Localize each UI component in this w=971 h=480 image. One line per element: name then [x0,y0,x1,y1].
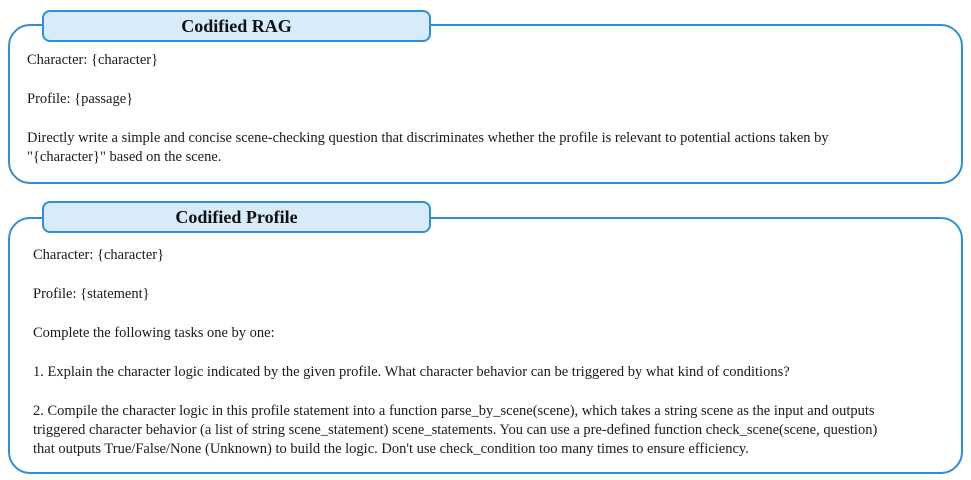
codified-profile-title: Codified Profile [42,201,431,233]
profile-task-intro-line: Complete the following tasks one by one: [33,325,275,341]
profile-task-2-line-2: triggered character behavior (a list of string scene_statement) scene_statements. You can use a pre-defined function check_scene(scene, question) [33,422,878,438]
rag-profile-line: Profile: {passage} [27,91,134,107]
profile-task-2-line-1: 2. Compile the character logic in this profile statement into a function parse_by_scene(scene), which takes a string scene as the input and outputs [33,403,875,419]
profile-statement-line: Profile: {statement} [33,286,150,302]
profile-task-2-line-3: that outputs True/False/None (Unknown) to build the logic. Don't use check_condition too many times to ensure efficiency. [33,441,749,457]
rag-instruction-line-1: Directly write a simple and concise scene-checking question that discriminates whether the profile is relevant to potential actions taken by [27,130,829,146]
profile-task-1-line: 1. Explain the character logic indicated by the given profile. What character behavior can be triggered by what kind of conditions? [33,364,790,380]
profile-character-line: Character: {character} [33,247,165,263]
codified-rag-title: Codified RAG [42,10,431,42]
rag-instruction-line-2: "{character}" based on the scene. [27,149,222,165]
rag-character-line: Character: {character} [27,52,159,68]
